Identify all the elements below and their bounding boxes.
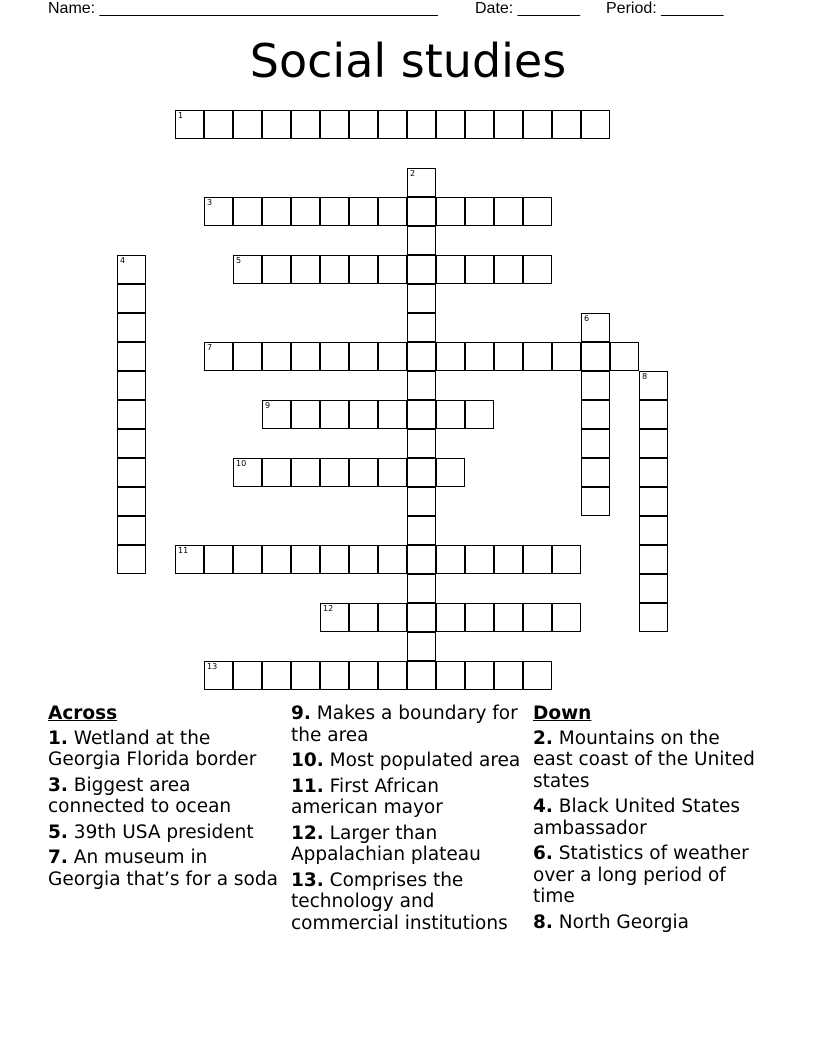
grid-cell[interactable]	[349, 255, 378, 284]
grid-cell[interactable]	[639, 574, 668, 603]
grid-cell[interactable]	[436, 110, 465, 139]
across-clues-column-1	[48, 703, 280, 894]
grid-cell[interactable]	[523, 545, 552, 574]
grid-cell[interactable]	[465, 110, 494, 139]
across-clues-column-2	[291, 703, 527, 938]
grid-cell[interactable]	[407, 342, 436, 371]
grid-cell[interactable]	[262, 400, 291, 429]
grid-cell[interactable]	[349, 342, 378, 371]
grid-cell[interactable]	[233, 255, 262, 284]
grid-cell[interactable]	[581, 458, 610, 487]
puzzle-title: Social studies	[249, 34, 567, 88]
grid-cell[interactable]	[378, 197, 407, 226]
grid-cell[interactable]	[117, 458, 146, 487]
grid-cell[interactable]	[262, 255, 291, 284]
grid-cell[interactable]	[233, 661, 262, 690]
grid-cell[interactable]	[436, 400, 465, 429]
grid-cell[interactable]	[320, 197, 349, 226]
grid-cell[interactable]	[262, 197, 291, 226]
grid-cell[interactable]	[233, 545, 262, 574]
grid-cell[interactable]	[523, 197, 552, 226]
grid-cell[interactable]	[320, 458, 349, 487]
grid-cell[interactable]	[407, 371, 436, 400]
grid-cell[interactable]	[320, 661, 349, 690]
grid-cell[interactable]	[378, 661, 407, 690]
grid-cell[interactable]	[494, 255, 523, 284]
grid-cell[interactable]	[320, 255, 349, 284]
grid-cell[interactable]	[349, 603, 378, 632]
grid-cell[interactable]	[639, 516, 668, 545]
grid-cell[interactable]	[349, 458, 378, 487]
grid-cell[interactable]	[233, 110, 262, 139]
grid-cell[interactable]	[639, 487, 668, 516]
grid-cell[interactable]	[262, 342, 291, 371]
grid-cell[interactable]	[117, 371, 146, 400]
across-heading: Across	[48, 703, 118, 724]
grid-cell[interactable]	[407, 110, 436, 139]
grid-cell[interactable]	[523, 661, 552, 690]
clue-across-9: 9. Makes a boundary for the area	[291, 703, 518, 746]
grid-cell[interactable]	[349, 545, 378, 574]
down-heading: Down	[533, 703, 592, 724]
grid-cell[interactable]	[436, 545, 465, 574]
grid-cell[interactable]	[465, 661, 494, 690]
grid-cell[interactable]	[639, 371, 668, 400]
clue-number: 9	[265, 401, 271, 410]
grid-cell[interactable]	[349, 400, 378, 429]
grid-cell[interactable]	[639, 458, 668, 487]
grid-cell[interactable]	[349, 661, 378, 690]
grid-cell[interactable]	[552, 110, 581, 139]
grid-cell[interactable]	[117, 516, 146, 545]
grid-cell[interactable]	[117, 400, 146, 429]
grid-cell[interactable]	[407, 632, 436, 661]
grid-cell[interactable]	[523, 110, 552, 139]
grid-cell[interactable]	[581, 313, 610, 342]
grid-cell[interactable]	[494, 545, 523, 574]
grid-cell[interactable]	[117, 487, 146, 516]
grid-cell[interactable]	[117, 255, 146, 284]
grid-cell[interactable]	[465, 603, 494, 632]
grid-cell[interactable]	[378, 255, 407, 284]
grid-cell[interactable]	[465, 545, 494, 574]
grid-cell[interactable]	[494, 197, 523, 226]
clue-across-7: 7. An museum in Georgia that’s for a soda	[48, 847, 278, 890]
grid-cell[interactable]	[349, 110, 378, 139]
grid-cell[interactable]	[407, 458, 436, 487]
grid-cell[interactable]	[291, 545, 320, 574]
grid-cell[interactable]	[494, 342, 523, 371]
grid-cell[interactable]	[581, 400, 610, 429]
grid-cell[interactable]	[378, 545, 407, 574]
clue-across-5: 5. 39th USA president	[48, 821, 254, 843]
grid-cell[interactable]	[233, 458, 262, 487]
grid-cell[interactable]	[262, 661, 291, 690]
grid-cell[interactable]	[262, 545, 291, 574]
grid-cell[interactable]	[407, 168, 436, 197]
grid-cell[interactable]	[320, 110, 349, 139]
grid-cell[interactable]	[465, 197, 494, 226]
grid-cell[interactable]	[291, 661, 320, 690]
grid-cell[interactable]	[291, 110, 320, 139]
grid-cell[interactable]	[523, 342, 552, 371]
grid-cell[interactable]	[378, 110, 407, 139]
clue-down-4: 4. Black United States ambassador	[533, 796, 741, 839]
grid-cell[interactable]	[320, 342, 349, 371]
grid-cell[interactable]	[436, 197, 465, 226]
grid-cell[interactable]	[262, 458, 291, 487]
clue-number: 10	[236, 459, 247, 468]
grid-cell[interactable]	[407, 487, 436, 516]
grid-cell[interactable]	[436, 458, 465, 487]
grid-cell[interactable]	[349, 197, 378, 226]
grid-cell[interactable]	[407, 545, 436, 574]
grid-cell[interactable]	[465, 342, 494, 371]
grid-cell[interactable]	[581, 110, 610, 139]
grid-cell[interactable]	[407, 661, 436, 690]
grid-cell[interactable]	[581, 487, 610, 516]
clue-down-2: 2. Mountains on the east coast of the United states	[533, 727, 755, 792]
grid-cell[interactable]	[204, 661, 233, 690]
grid-cell[interactable]	[117, 429, 146, 458]
grid-cell[interactable]	[233, 342, 262, 371]
grid-cell[interactable]	[233, 197, 262, 226]
grid-cell[interactable]	[465, 400, 494, 429]
grid-cell[interactable]	[494, 603, 523, 632]
clue-across-3: 3. Biggest area connected to ocean	[48, 774, 232, 817]
grid-cell[interactable]	[407, 574, 436, 603]
grid-cell[interactable]	[639, 545, 668, 574]
clue-number: 13	[207, 662, 218, 671]
grid-cell[interactable]	[639, 603, 668, 632]
clue-number: 5	[236, 256, 242, 265]
clue-across-1: 1. Wetland at the Georgia Florida border	[48, 727, 257, 770]
grid-cell[interactable]	[175, 110, 204, 139]
clue-number: 12	[323, 604, 334, 613]
grid-cell[interactable]	[175, 545, 204, 574]
clue-number: 1	[178, 111, 184, 120]
grid-cell[interactable]	[407, 603, 436, 632]
grid-cell[interactable]	[378, 603, 407, 632]
grid-cell[interactable]	[639, 429, 668, 458]
grid-cell[interactable]	[117, 342, 146, 371]
grid-cell[interactable]	[494, 110, 523, 139]
grid-cell[interactable]	[465, 255, 494, 284]
grid-cell[interactable]	[320, 400, 349, 429]
clue-across-12: 12. Larger than Appalachian plateau	[291, 822, 481, 865]
grid-cell[interactable]	[610, 342, 639, 371]
period-field[interactable]: Period: _______	[606, 0, 724, 17]
clue-number: 2	[410, 169, 416, 178]
grid-cell[interactable]	[378, 342, 407, 371]
grid-cell[interactable]	[117, 313, 146, 342]
grid-cell[interactable]	[436, 255, 465, 284]
grid-cell[interactable]	[291, 342, 320, 371]
clue-across-10: 10. Most populated area	[291, 750, 521, 771]
grid-cell[interactable]	[407, 255, 436, 284]
grid-cell[interactable]	[407, 516, 436, 545]
clue-down-8: 8. North Georgia	[533, 911, 689, 933]
grid-cell[interactable]	[320, 545, 349, 574]
grid-cell[interactable]	[291, 197, 320, 226]
clue-number: 7	[207, 343, 213, 352]
grid-cell[interactable]	[436, 661, 465, 690]
grid-cell[interactable]	[436, 603, 465, 632]
clue-across-13: 13. Comprises the technology and commercial institutions	[291, 869, 508, 934]
grid-cell[interactable]	[291, 458, 320, 487]
grid-cell[interactable]	[523, 255, 552, 284]
grid-cell[interactable]	[407, 284, 436, 313]
grid-cell[interactable]	[523, 603, 552, 632]
date-field[interactable]: Date: _______	[475, 0, 580, 17]
grid-cell[interactable]	[378, 458, 407, 487]
grid-cell[interactable]	[581, 371, 610, 400]
grid-cell[interactable]	[320, 603, 349, 632]
grid-cell[interactable]	[552, 603, 581, 632]
clue-number: 3	[207, 198, 213, 207]
grid-cell[interactable]	[552, 545, 581, 574]
grid-cell[interactable]	[117, 284, 146, 313]
grid-cell[interactable]	[407, 429, 436, 458]
grid-cell[interactable]	[494, 661, 523, 690]
grid-cell[interactable]	[407, 226, 436, 255]
grid-cell[interactable]	[117, 545, 146, 574]
grid-cell[interactable]	[552, 342, 581, 371]
grid-cell[interactable]	[291, 400, 320, 429]
grid-cell[interactable]	[204, 110, 233, 139]
grid-cell[interactable]	[291, 255, 320, 284]
grid-cell[interactable]	[407, 197, 436, 226]
down-clues-column	[533, 703, 763, 937]
grid-cell[interactable]	[204, 545, 233, 574]
grid-cell[interactable]	[378, 400, 407, 429]
grid-cell[interactable]	[436, 342, 465, 371]
clue-across-11: 11. First African american mayor	[291, 775, 443, 818]
clue-number: 8	[642, 372, 648, 381]
clue-number: 4	[120, 256, 126, 265]
clue-down-6: 6. Statistics of weather over a long period of time	[533, 843, 749, 907]
grid-cell[interactable]	[262, 110, 291, 139]
grid-cell[interactable]	[581, 429, 610, 458]
grid-cell[interactable]	[639, 400, 668, 429]
grid-cell[interactable]	[407, 313, 436, 342]
name-field[interactable]: Name: ______________________________________	[48, 0, 438, 17]
clue-number: 11	[178, 546, 189, 555]
grid-cell[interactable]	[581, 342, 610, 371]
grid-cell[interactable]	[204, 197, 233, 226]
grid-cell[interactable]	[407, 400, 436, 429]
clue-number: 6	[584, 314, 590, 323]
grid-cell[interactable]	[204, 342, 233, 371]
